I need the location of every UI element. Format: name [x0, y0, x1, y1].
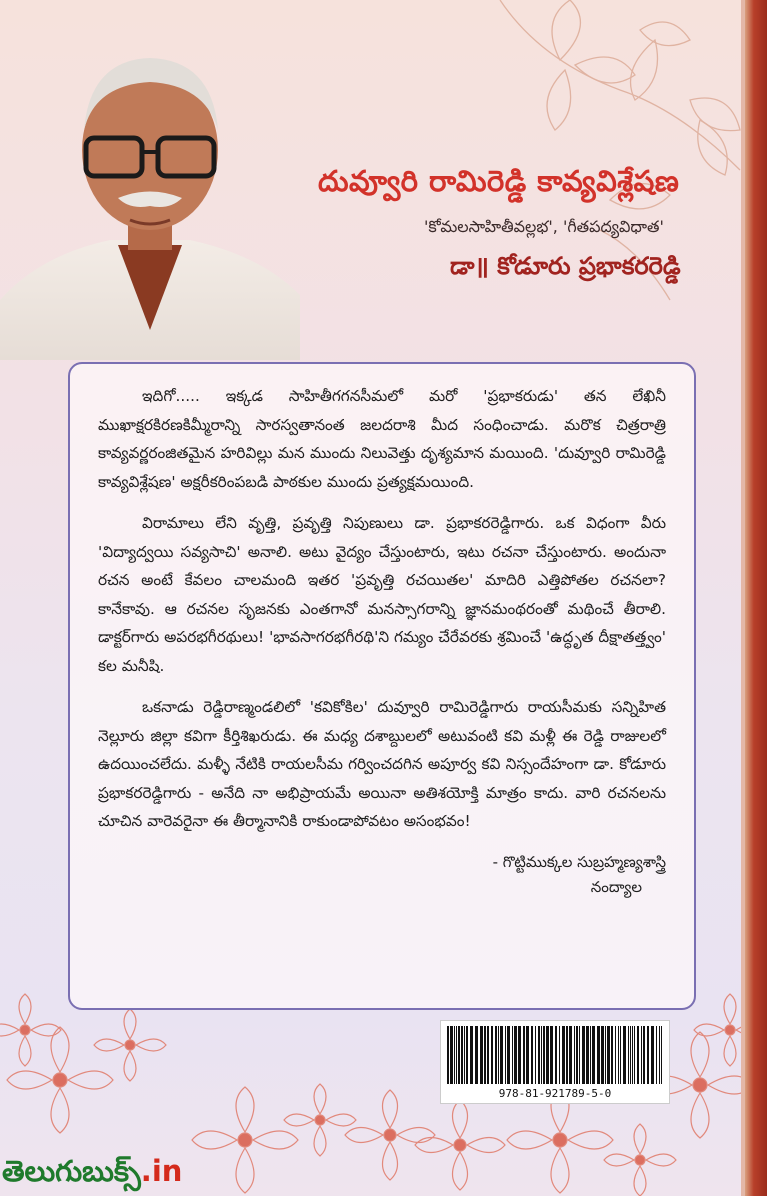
barcode-bar [574, 1026, 575, 1084]
barcode-bar [538, 1026, 540, 1084]
barcode-bar [541, 1026, 542, 1084]
barcode-bar [582, 1026, 585, 1084]
blurb-place: నంద్యాల [590, 877, 642, 896]
book-title: దువ్వూరి రామిరెడ్డి కావ్యవిశ్లేషణ [318, 164, 680, 198]
barcode-bar [651, 1026, 654, 1084]
barcode-bar [597, 1026, 600, 1084]
blurb-paragraph-1: ఇదిగో..... ఇక్కడ సాహితీగగనసీమలో మరో 'ప్రభాకరుడు' తన లేఖినీ ముఖాక్షరకిరణకిమ్మీరాన్ని సారస్వతానంత జలదరాశి మీద సంధించాడు. మరొక చిత్రరాత్రి కావ్యవర్ణరంజితమైన హరివిల్లు మన ముందు నిలువెత్తు దృశ్యమాన మయింది. 'దువ్వూరి రామిరెడ్డి కావ్యవిశ్లేషణ' అక్షరీకరింపబడి పాఠకుల ముందు ప్రత్యక్షమయింది. [98, 387, 666, 491]
barcode-bar [643, 1026, 645, 1084]
barcode-bar [618, 1026, 619, 1084]
barcode-bar [546, 1026, 549, 1084]
barcode-bar [605, 1026, 606, 1084]
barcode-bar [512, 1026, 513, 1084]
barcode-bar [523, 1026, 525, 1084]
barcode-bar [569, 1026, 572, 1084]
barcode-bar [447, 1026, 449, 1084]
barcode-bar [632, 1026, 633, 1084]
blurb-paragraph-3: ఒకనాడు రెడ్డిరాణ్మండలిలో 'కవికోకిల' దువ్వూరి రామిరెడ్డిగారు రాయసీమకు సన్నిహిత నెల్లూరు జిల్లా కవిగా కీర్తిశిఖరుడు. ఈ మధ్య దశాబ్దులలో అటువంటి కవి మళ్లీ ఈ రెడ్డి రాజులలో ఉదయించలేదు. మళ్ళీ నేటికి రాయలసీమ గర్వించదగిన అపూర్వ కవి నిస్సందేహంగా డా. కోడూరు ప్రభాకరరెడ్డిగారు - అనేది నా అభిప్రాయమే అయినా అతిశయోక్తి మాత్రం కాదు. వారి రచనలను చూచిన వారెవరైనా ఈ తీర్మానానికి రాకుండాపోవటం అసంభవం! [98, 698, 666, 830]
barcode-bar [647, 1026, 649, 1084]
barcode-bar [480, 1026, 483, 1084]
barcode-bar [498, 1026, 499, 1084]
barcode-bar [601, 1026, 604, 1084]
barcode-bar [543, 1026, 545, 1084]
author-name: డా॥ కోడూరు ప్రభాకరరెడ్డి [450, 252, 681, 280]
book-subtitle: 'కోమలసాహితీవల్లభ', 'గీతపద్యవిధాత' [424, 217, 664, 236]
barcode-bar [531, 1026, 533, 1084]
barcode-bar [559, 1026, 560, 1084]
blurb-signature: - గొట్టిముక్కల సుబ్రహ్మణ్యశాస్త్రి [492, 852, 666, 871]
barcode-bar [615, 1026, 616, 1084]
barcode-bar [450, 1026, 453, 1084]
barcode-bar [637, 1026, 639, 1084]
barcode-bar [623, 1026, 626, 1084]
barcode-bar [641, 1026, 642, 1084]
barcode-bar [514, 1026, 517, 1084]
barcode-bar [661, 1026, 662, 1084]
barcode-bar [470, 1026, 473, 1084]
watermark-name: తెలుగుబుక్స్ [2, 1154, 141, 1188]
barcode-bar [586, 1026, 589, 1084]
barcode-bar [579, 1026, 580, 1084]
barcode-bar [550, 1026, 553, 1084]
watermark-ext: .in [140, 1154, 183, 1188]
barcode-bar [555, 1026, 557, 1084]
barcode-bar [535, 1026, 536, 1084]
barcode-bar [500, 1026, 503, 1084]
barcode-bar [505, 1026, 506, 1084]
barcode-bar [628, 1026, 629, 1084]
barcode-bar [611, 1026, 613, 1084]
author-photo [0, 30, 300, 360]
barcode-bar [456, 1026, 457, 1084]
barcode-bar [566, 1026, 568, 1084]
barcode-bar [607, 1026, 610, 1084]
barcode-bar [487, 1026, 489, 1084]
barcode-bar [464, 1026, 465, 1084]
barcode-bar [659, 1026, 660, 1084]
barcode-bar [461, 1026, 463, 1084]
barcode-bar [484, 1026, 486, 1084]
barcode-bar [562, 1026, 565, 1084]
barcode-bar [590, 1026, 591, 1084]
barcode-bar [620, 1026, 621, 1084]
blurb-paragraph-2: విరామాలు లేని వృత్తి, ప్రవృత్తి నిపుణులు డా. ప్రభాకరరెడ్డిగారు. ఒక విధంగా వీరు 'విద్యాద్వయి సవ్యసాచి' అనాలి. అటు వైద్యం చేస్తుంటారు, ఇటు రచనా చేస్తుంటారు. అందునా రచన అంటే కేవలం చాలమంది ఇతర 'ప్రవృత్తి రచయితల' మాదిరి ఎత్తిపోతల రచనలా? కానేకావు. ఆ రచనల సృజనకు ఎంతగానో మనస్సాగరాన్ని జ్ఞానమంథరంతో మథించే తీరాలి. డాక్టర్‌గారు అపరభగీరథులు! 'భావసాగరభగీరథి'ని గమ్యం చేరేవరకు శ్రమించే 'ఉద్ధృత దీక్షాతత్త్వం' కల మనీషి. [98, 514, 666, 675]
barcode-bar [491, 1026, 493, 1084]
barcode-bar [466, 1026, 468, 1084]
barcode-bar [454, 1026, 455, 1084]
barcode-bar [526, 1026, 529, 1084]
barcode-bar [475, 1026, 478, 1084]
barcode-bar [634, 1026, 635, 1084]
barcode-bar [656, 1026, 657, 1084]
site-watermark [2, 1154, 182, 1196]
barcode-bar [507, 1026, 510, 1084]
isbn-barcode [440, 1020, 670, 1104]
barcode-bar [592, 1026, 595, 1084]
barcode-bar [518, 1026, 521, 1084]
barcode-bars [447, 1026, 665, 1084]
barcode-bar [495, 1026, 497, 1084]
barcode-bar [576, 1026, 578, 1084]
blurb-panel [68, 362, 696, 1010]
isbn-number: 978-81-921789-5-0 [498, 1087, 612, 1100]
barcode-bar [630, 1026, 631, 1084]
barcode-bar [458, 1026, 460, 1084]
spine-strip [745, 0, 767, 1196]
